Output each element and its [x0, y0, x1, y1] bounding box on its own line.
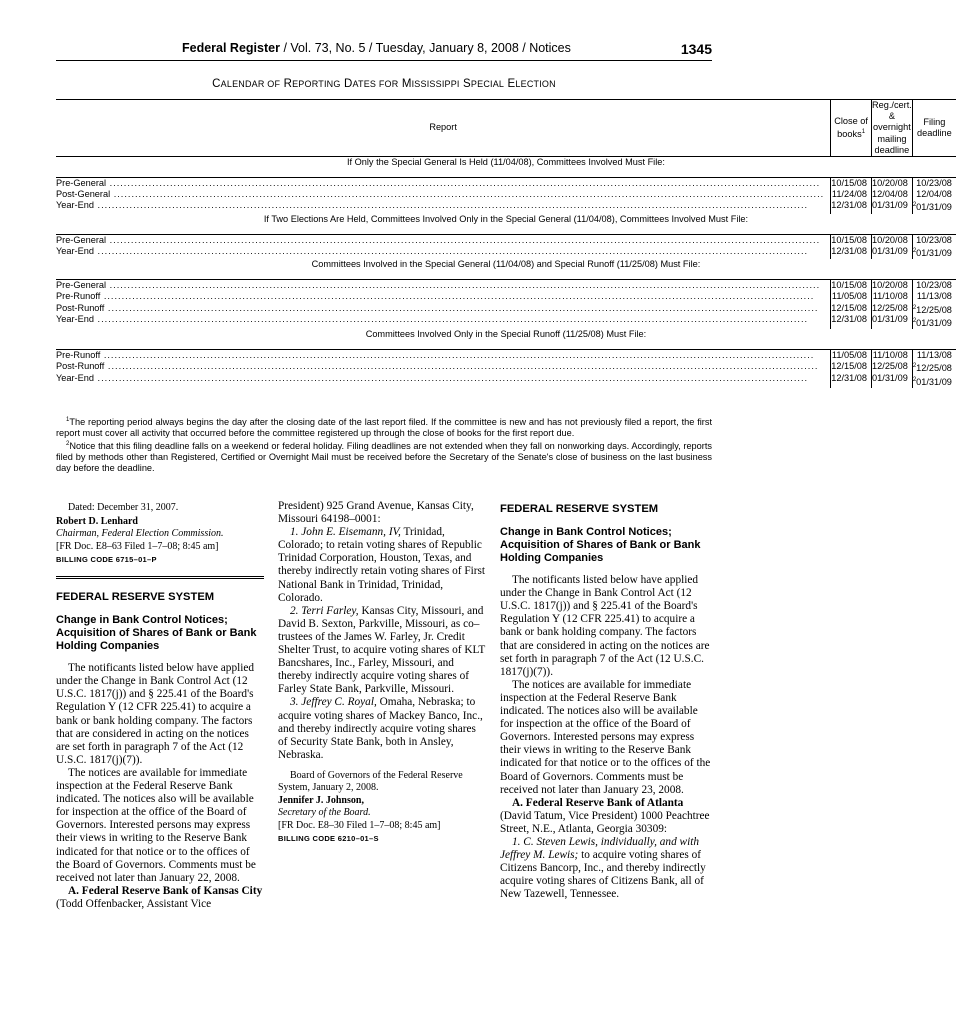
report-name: Pre-General ........................................................................................................................................................................................................	[56, 234, 821, 245]
mailing-deadline: 10/20/08	[872, 234, 908, 245]
text-column-3	[500, 500, 712, 901]
mailing-deadline: 11/10/08	[872, 291, 908, 302]
report-name: Post-Runoff ........................................................................................................................................................................................................	[56, 302, 819, 313]
col-header-reg: Reg./cert. & overnight mailing deadline	[871, 100, 912, 155]
section-heading-row	[56, 329, 956, 350]
filing-deadline: 10/23/08	[916, 280, 952, 291]
report-name: Post-General ........................................................................................................................................................................................................	[56, 189, 825, 200]
reporting-calendar-table	[56, 99, 956, 388]
section-rows	[56, 178, 956, 214]
header-rule	[56, 60, 712, 61]
report-name: Post-Runoff ........................................................................................................................................................................................................	[56, 361, 819, 372]
text-column-2	[278, 500, 486, 845]
mailing-deadline: 11/10/08	[872, 350, 908, 361]
mailing-deadline: 12/04/08	[872, 189, 908, 200]
section-heading: Committees Involved in the Special General (11/04/08) and Special Runoff (11/25/08) Must File:	[56, 259, 956, 280]
close-of-books: 11/05/08	[831, 350, 867, 361]
signer-title: Secretary of the Board.	[278, 807, 371, 819]
filing-deadline: $^2$01/31/09	[912, 202, 952, 213]
close-of-books: 11/05/08	[831, 291, 867, 302]
signer-title: Chairman, Federal Election Commission.	[56, 528, 224, 539]
report-name: Year-End ........................................................................................................................................................................................................	[56, 200, 809, 211]
paragraph-1: The notificants listed below have applied under the Change in Bank Control Act (12 U.S.C. 1817(j)) and § 225.41 of the Board's Regulation Y (12 CFR 225.41) to acquire a bank or bank holding company. The factors that are considered in acting on the notices are set forth in paragraph 7 of the Act (12 U.S.C. 1817(j)(7)).	[500, 574, 710, 678]
col-header-filing: Filing deadline	[912, 100, 956, 157]
bank-paragraph: A. Federal Reserve Bank of Kansas City (Todd Offenbacker, Assistant Vice	[56, 884, 263, 910]
footnote-2: $^2$Notice that this filing deadline falls on a weekend or federal holiday. Filing deadlines are not extended when they fall on nonworking days. Accordingly, reports filed by methods other than Registered, Certified or Overnight Mail must be received before the Secretary of the Senate's close of business on the last business day before the deadline.	[56, 441, 712, 474]
section-heading: Committees Involved Only in the Special Runoff (11/25/08) Must File:	[56, 329, 956, 350]
agency-heading: FEDERAL RESERVE SYSTEM	[56, 591, 215, 604]
section-heading: If Only the Special General Is Held (11/04/08), Committees Involved Must File:	[56, 157, 956, 178]
publication-name: Federal Register	[182, 41, 280, 55]
running-header	[182, 41, 712, 56]
text-column-1	[56, 500, 264, 911]
paragraph-2: The notices are available for immediate inspection at the Federal Reserve Bank indicated. The notices also will be available for inspection at the office of the Board of Governors. Interested persons may express their views in writing to the Reserve Bank indicated for that notice or to the offices of the Board of Governors. Comments must be received not later than January 22, 2008.	[56, 766, 256, 884]
section-rows	[56, 350, 956, 388]
paragraph-2: The notices are available for immediate inspection at the Federal Reserve Bank indicated. The notices also will be available for inspection at the office of the Board of Governors. Interested persons may express their views in writing to the Reserve Bank indicated for that notice or to the offices of the Board of Governors. Comments must be received not later than January 23, 2008.	[500, 678, 711, 796]
subject-heading: Change in Bank Control Notices; Acquisition of Shares of Bank or Bank Holding Companies	[500, 526, 701, 565]
filing-deadline: $^2$01/31/09	[912, 317, 952, 328]
page-number: 1345	[680, 41, 712, 57]
filing-deadline: 11/13/08	[916, 291, 952, 302]
section-divider	[56, 576, 264, 579]
subject-heading: Change in Bank Control Notices; Acquisition of Shares of Bank or Bank Holding Companies	[56, 614, 257, 653]
mailing-deadline: 01/31/09	[872, 200, 908, 211]
section-rows	[56, 280, 956, 329]
filing-deadline: 11/13/08	[916, 350, 952, 361]
close-of-books: 10/15/08	[831, 178, 867, 189]
notice-item-1: 1. John E. Eisemann, IV, Trinidad, Colorado; to retain voting shares of Republic Trinidad Corporation, Houston, Texas, and thereby indirectly retain voting shares of First National Bank in Trinidad, Trinidad, Colorado.	[278, 526, 486, 604]
report-name: Year-End ........................................................................................................................................................................................................	[56, 245, 809, 256]
notice-item-1: 1. C. Steven Lewis, individually, and with Jeffrey M. Lewis; to acquire voting shares of Citizens Bancorp, Inc., and thereby indirectly acquire voting shares of Citizens Bank, all of New Tazewell, Tennessee.	[500, 835, 706, 901]
filing-deadline: 10/23/08	[916, 178, 952, 189]
table-footnotes	[56, 415, 712, 474]
mailing-deadline: 10/20/08	[872, 280, 908, 291]
paragraph-1: The notificants listed below have applied under the Change in Bank Control Act (12 U.S.C. 1817(j)) and § 225.41 of the Board's Regulation Y (12 CFR 225.41) to acquire a bank or bank holding company. The factors that are considered in acting on the notices are set forth in paragraph 7 of the Act (12 U.S.C. 1817(j)(7)).	[56, 662, 255, 766]
close-of-books: 10/15/08	[831, 234, 867, 245]
filing-deadline: 10/23/08	[916, 234, 952, 245]
mailing-deadline: 12/25/08	[872, 361, 908, 372]
close-of-books: 12/31/08	[831, 245, 867, 256]
filing-deadline: $^2$01/31/09	[912, 376, 952, 387]
report-name: Pre-Runoff ........................................................................................................................................................................................................	[56, 291, 815, 302]
mailing-deadline: 01/31/09	[872, 372, 908, 383]
board-line: Board of Governors of the Federal Reserve System, January 2, 2008.	[278, 769, 463, 794]
signer-name: Robert D. Lenhard	[56, 515, 138, 527]
dated-line: Dated: December 31, 2007.	[68, 502, 179, 513]
mailing-deadline: 01/31/09	[872, 245, 908, 256]
close-of-books: 11/24/08	[831, 189, 867, 200]
signer-name: Jennifer J. Johnson,	[278, 794, 364, 806]
fr-doc-line: [FR Doc. E8–30 Filed 1–7–08; 8:45 am]	[278, 819, 441, 831]
close-of-books: 12/31/08	[831, 200, 867, 211]
report-name: Pre-General ........................................................................................................................................................................................................	[56, 178, 821, 189]
mailing-deadline: 10/20/08	[872, 178, 908, 189]
close-of-books: 10/15/08	[831, 280, 867, 291]
section-heading-row	[56, 259, 956, 280]
section-rows	[56, 234, 956, 259]
report-name: Year-End ........................................................................................................................................................................................................	[56, 372, 809, 383]
col-header-report: Report	[56, 100, 831, 157]
notice-item-3: 3. Jeffrey C. Royal, Omaha, Nebraska; to acquire voting shares of Mackey Banco, Inc., and thereby indirectly acquire voting shares of Security State Bank, both in Ansley, Nebraska.	[278, 696, 483, 761]
close-of-books: 12/15/08	[831, 361, 867, 372]
section-heading-row	[56, 214, 956, 235]
close-of-books: 12/31/08	[831, 313, 867, 324]
report-name: Year-End ........................................................................................................................................................................................................	[56, 313, 809, 324]
billing-code: BILLING CODE 6715–01–P	[56, 555, 157, 564]
filing-deadline: 12/04/08	[916, 189, 952, 200]
fr-doc-line: [FR Doc. E8–63 Filed 1–7–08; 8:45 am]	[56, 540, 219, 552]
bank-paragraph: A. Federal Reserve Bank of Atlanta (David Tatum, Vice President) 1000 Peachtree Street, N.E., Atlanta, Georgia 30309:	[500, 796, 710, 835]
filing-deadline: $^2$12/25/08	[912, 304, 952, 315]
calendar-title: CALENDAR OF REPORTING DATES FOR MISSISSIPPI SPECIAL ELECTION	[212, 78, 556, 90]
notice-item-2: 2. Terri Farley, Kansas City, Missouri, and David B. Sexton, Parkville, Missouri, as co–trustees of the James W. Farley, Jr. Credit Shelter Trust, to acquire voting shares of KLT Bancshares, Inc., Farley, Missouri, and thereby indirectly acquire voting shares of Farley State Bank, Parkville, Missouri.	[278, 604, 486, 696]
issue-info: / Vol. 73, No. 5 / Tuesday, January 8, 2008 / Notices	[279, 41, 571, 55]
col-header-close: Close of books$^1$	[831, 100, 872, 157]
filing-deadline: $^2$12/25/08	[912, 363, 952, 374]
agency-heading: FEDERAL RESERVE SYSTEM	[500, 503, 659, 515]
section-heading-row	[56, 157, 956, 178]
report-name: Pre-Runoff ........................................................................................................................................................................................................	[56, 350, 815, 361]
section-heading: If Two Elections Are Held, Committees Involved Only in the Special General (11/04/08), Committees Involved Must File:	[56, 214, 956, 235]
close-of-books: 12/15/08	[831, 302, 867, 313]
footnote-1: $^1$The reporting period always begins the day after the closing date of the last report filed. If the committee is new and has not previously filed a report, the first report must cover all activity that occurred before the committee registered up through the close of books for the first report due.	[56, 417, 712, 439]
close-of-books: 12/31/08	[831, 372, 867, 383]
filing-deadline: $^2$01/31/09	[912, 247, 952, 258]
mailing-deadline: 12/25/08	[872, 302, 908, 313]
mailing-deadline: 01/31/09	[872, 313, 908, 324]
bank-address-cont: President) 925 Grand Avenue, Kansas City, Missouri 64198–0001:	[278, 500, 474, 526]
table-header-row	[56, 100, 956, 157]
billing-code: BILLING CODE 6210–01–S	[278, 834, 379, 844]
report-name: Pre-General ........................................................................................................................................................................................................	[56, 280, 821, 291]
header-line	[182, 41, 571, 55]
